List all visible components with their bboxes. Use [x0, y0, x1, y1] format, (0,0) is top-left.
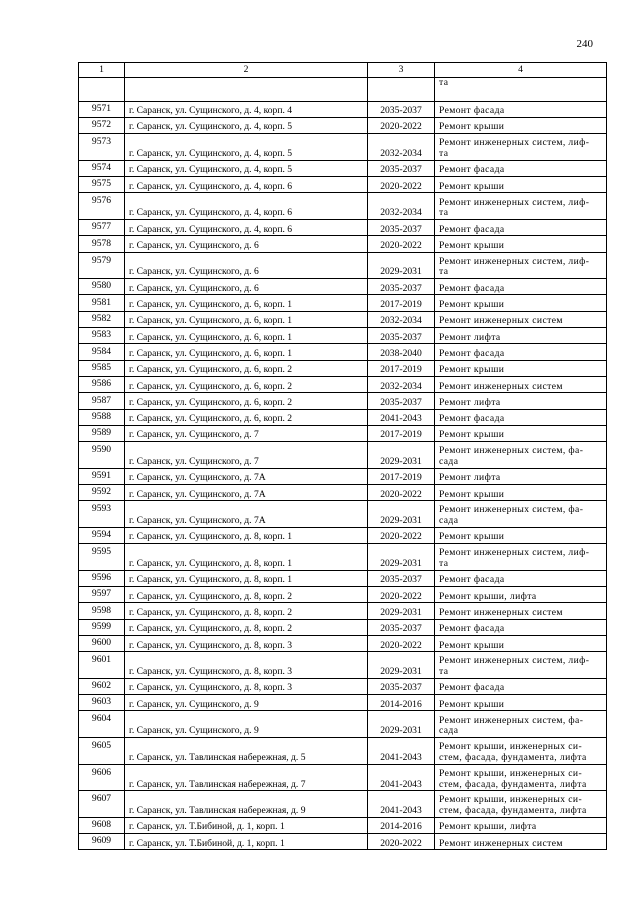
table-row [79, 117, 607, 133]
address-cell: г. Саранск, ул. Сущинского, д. 7 [125, 442, 368, 469]
period-cell: 2041-2043 [368, 738, 435, 765]
work-cell: Ремонт инженерных систем, фа- сада [435, 711, 607, 738]
no-cell: 9571 [79, 101, 125, 117]
address-cell: г. Саранск, ул. Сущинского, д. 6 [125, 236, 368, 252]
no-cell: 9600 [79, 635, 125, 651]
address-cell: г. Саранск, ул. Сущинского, д. 4, корп. 6 [125, 193, 368, 220]
period-cell: 2029-2031 [368, 252, 435, 279]
work-cell: Ремонт фасада [435, 160, 607, 176]
work-cell: Ремонт фасада [435, 678, 607, 694]
no-cell [79, 78, 125, 102]
period-cell: 2029-2031 [368, 442, 435, 469]
table-row [79, 619, 607, 635]
no-cell: 9578 [79, 236, 125, 252]
period-cell: 2035-2037 [368, 393, 435, 409]
no-cell: 9577 [79, 219, 125, 235]
address-cell: г. Саранск, ул. Сущинского, д. 8, корп. 2 [125, 619, 368, 635]
column-number-header-row [79, 63, 607, 78]
no-cell: 9591 [79, 468, 125, 484]
period-cell: 2035-2037 [368, 570, 435, 586]
work-cell: Ремонт фасада [435, 619, 607, 635]
address-cell: г. Саранск, ул. Сущинского, д. 4, корп. 6 [125, 177, 368, 193]
no-cell: 9597 [79, 587, 125, 603]
no-cell: 9606 [79, 764, 125, 791]
address-cell: г. Саранск, ул. Сущинского, д. 9 [125, 711, 368, 738]
work-cell: Ремонт крыши [435, 236, 607, 252]
no-cell: 9587 [79, 393, 125, 409]
table-row [79, 360, 607, 376]
table-row [79, 468, 607, 484]
no-cell: 9594 [79, 527, 125, 543]
table-row [79, 376, 607, 392]
address-cell: г. Саранск, ул. Сущинского, д. 8, корп. 1 [125, 570, 368, 586]
period-cell: 2029-2031 [368, 501, 435, 528]
address-cell: г. Саранск, ул. Сущинского, д. 8, корп. 3 [125, 635, 368, 651]
address-cell: г. Саранск, ул. Сущинского, д. 6 [125, 279, 368, 295]
address-cell: г. Саранск, ул. Тавлинская набережная, д. 7 [125, 764, 368, 791]
column-header: 4 [435, 63, 607, 78]
work-cell: Ремонт лифта [435, 328, 607, 344]
table-row [79, 279, 607, 295]
no-cell: 9607 [79, 791, 125, 818]
period-cell: 2020-2022 [368, 177, 435, 193]
period-cell: 2035-2037 [368, 101, 435, 117]
no-cell: 9609 [79, 834, 125, 850]
table-row [79, 652, 607, 679]
table-row [79, 791, 607, 818]
work-cell: Ремонт крыши [435, 695, 607, 711]
address-cell: г. Саранск, ул. Сущинского, д. 4, корп. 6 [125, 219, 368, 235]
table-row [79, 501, 607, 528]
no-cell: 9608 [79, 817, 125, 833]
table-row [79, 635, 607, 651]
no-cell: 9572 [79, 117, 125, 133]
no-cell: 9595 [79, 544, 125, 571]
table-row [79, 442, 607, 469]
work-cell: Ремонт фасада [435, 101, 607, 117]
address-cell: г. Саранск, ул. Т.Бибиной, д. 1, корп. 1 [125, 817, 368, 833]
continuation-row [79, 78, 607, 102]
period-cell: 2029-2031 [368, 544, 435, 571]
address-cell: г. Саранск, ул. Сущинского, д. 6 [125, 252, 368, 279]
table-row [79, 393, 607, 409]
period-cell: 2029-2031 [368, 652, 435, 679]
work-cell: Ремонт крыши, инженерных си- стем, фасада, фундамента, лифта [435, 764, 607, 791]
no-cell: 9593 [79, 501, 125, 528]
no-cell: 9598 [79, 603, 125, 619]
address-cell: г. Саранск, ул. Сущинского, д. 6, корп. 2 [125, 393, 368, 409]
work-cell: Ремонт фасада [435, 219, 607, 235]
work-cell: Ремонт крыши, лифта [435, 587, 607, 603]
period-cell: 2032-2034 [368, 376, 435, 392]
table-row [79, 764, 607, 791]
no-cell: 9588 [79, 409, 125, 425]
no-cell: 9592 [79, 485, 125, 501]
address-cell: г. Саранск, ул. Тавлинская набережная, д. 5 [125, 738, 368, 765]
work-cell: Ремонт крыши [435, 425, 607, 441]
period-cell: 2020-2022 [368, 117, 435, 133]
table-row [79, 544, 607, 571]
no-cell: 9599 [79, 619, 125, 635]
address-cell: г. Саранск, ул. Сущинского, д. 6, корп. 2 [125, 376, 368, 392]
table-row [79, 817, 607, 833]
period-cell: 2014-2016 [368, 695, 435, 711]
address-cell [125, 78, 368, 102]
address-cell: г. Саранск, ул. Сущинского, д. 8, корп. 1 [125, 544, 368, 571]
address-cell: г. Саранск, ул. Сущинского, д. 8, корп. 1 [125, 527, 368, 543]
work-cell: Ремонт инженерных систем [435, 603, 607, 619]
period-cell: 2041-2043 [368, 764, 435, 791]
table-row [79, 695, 607, 711]
no-cell: 9586 [79, 376, 125, 392]
column-header: 2 [125, 63, 368, 78]
address-cell: г. Саранск, ул. Сущинского, д. 4, корп. 5 [125, 160, 368, 176]
period-cell: 2032-2034 [368, 311, 435, 327]
work-cell: Ремонт лифта [435, 468, 607, 484]
work-cell: Ремонт инженерных систем [435, 834, 607, 850]
address-cell: г. Саранск, ул. Сущинского, д. 8, корп. 3 [125, 678, 368, 694]
table-row [79, 570, 607, 586]
address-cell: г. Саранск, ул. Сущинского, д. 7А [125, 468, 368, 484]
period-cell: 2035-2037 [368, 160, 435, 176]
address-cell: г. Саранск, ул. Сущинского, д. 6, корп. 2 [125, 360, 368, 376]
address-cell: г. Саранск, ул. Сущинского, д. 6, корп. 1 [125, 328, 368, 344]
address-cell: г. Саранск, ул. Т.Бибиной, д. 1, корп. 1 [125, 834, 368, 850]
address-cell: г. Саранск, ул. Сущинского, д. 6, корп. 1 [125, 344, 368, 360]
period-cell: 2029-2031 [368, 603, 435, 619]
repair-schedule-table [78, 62, 607, 850]
address-cell: г. Саранск, ул. Сущинского, д. 4, корп. 5 [125, 134, 368, 161]
no-cell: 9575 [79, 177, 125, 193]
no-cell: 9589 [79, 425, 125, 441]
address-cell: г. Саранск, ул. Сущинского, д. 9 [125, 695, 368, 711]
no-cell: 9603 [79, 695, 125, 711]
no-cell: 9605 [79, 738, 125, 765]
table-row [79, 311, 607, 327]
period-cell [368, 78, 435, 102]
table-row [79, 101, 607, 117]
table-row [79, 252, 607, 279]
column-header: 1 [79, 63, 125, 78]
page-number: 240 [576, 38, 593, 50]
address-cell: г. Саранск, ул. Сущинского, д. 7А [125, 485, 368, 501]
no-cell: 9582 [79, 311, 125, 327]
work-cell: Ремонт инженерных систем, фа- сада [435, 442, 607, 469]
no-cell: 9573 [79, 134, 125, 161]
work-cell: Ремонт крыши [435, 117, 607, 133]
period-cell: 2020-2022 [368, 587, 435, 603]
work-cell: Ремонт инженерных систем, лиф- та [435, 652, 607, 679]
period-cell: 2017-2019 [368, 468, 435, 484]
table-row [79, 134, 607, 161]
work-cell: Ремонт крыши [435, 360, 607, 376]
table-row [79, 834, 607, 850]
table-row [79, 193, 607, 220]
table-row [79, 328, 607, 344]
work-cell: Ремонт крыши [435, 635, 607, 651]
table-row [79, 738, 607, 765]
period-cell: 2020-2022 [368, 236, 435, 252]
period-cell: 2035-2037 [368, 279, 435, 295]
no-cell: 9604 [79, 711, 125, 738]
table-row [79, 160, 607, 176]
period-cell: 2035-2037 [368, 328, 435, 344]
table-row [79, 587, 607, 603]
period-cell: 2017-2019 [368, 425, 435, 441]
work-cell: Ремонт лифта [435, 393, 607, 409]
period-cell: 2017-2019 [368, 295, 435, 311]
address-cell: г. Саранск, ул. Сущинского, д. 6, корп. 1 [125, 311, 368, 327]
table-row [79, 711, 607, 738]
no-cell: 9576 [79, 193, 125, 220]
no-cell: 9602 [79, 678, 125, 694]
work-cell: Ремонт инженерных систем [435, 376, 607, 392]
work-cell: Ремонт крыши [435, 177, 607, 193]
period-cell: 2017-2019 [368, 360, 435, 376]
table-row [79, 409, 607, 425]
address-cell: г. Саранск, ул. Сущинского, д. 8, корп. 3 [125, 652, 368, 679]
no-cell: 9584 [79, 344, 125, 360]
no-cell: 9574 [79, 160, 125, 176]
no-cell: 9596 [79, 570, 125, 586]
period-cell: 2020-2022 [368, 527, 435, 543]
address-cell: г. Саранск, ул. Тавлинская набережная, д. 9 [125, 791, 368, 818]
period-cell: 2035-2037 [368, 619, 435, 635]
period-cell: 2035-2037 [368, 219, 435, 235]
address-cell: г. Саранск, ул. Сущинского, д. 7 [125, 425, 368, 441]
period-cell: 2041-2043 [368, 791, 435, 818]
address-cell: г. Саранск, ул. Сущинского, д. 8, корп. 2 [125, 603, 368, 619]
table-row [79, 177, 607, 193]
address-cell: г. Саранск, ул. Сущинского, д. 6, корп. 1 [125, 295, 368, 311]
period-cell: 2029-2031 [368, 711, 435, 738]
period-cell: 2020-2022 [368, 485, 435, 501]
work-cell: Ремонт инженерных систем [435, 311, 607, 327]
work-cell: Ремонт фасада [435, 409, 607, 425]
no-cell: 9583 [79, 328, 125, 344]
table-row [79, 344, 607, 360]
table-row [79, 236, 607, 252]
table-row [79, 485, 607, 501]
no-cell: 9601 [79, 652, 125, 679]
no-cell: 9585 [79, 360, 125, 376]
table-row [79, 295, 607, 311]
period-cell: 2032-2034 [368, 193, 435, 220]
period-cell: 2041-2043 [368, 409, 435, 425]
no-cell: 9579 [79, 252, 125, 279]
table-row [79, 527, 607, 543]
no-cell: 9581 [79, 295, 125, 311]
work-cell: Ремонт инженерных систем, фа- сада [435, 501, 607, 528]
period-cell: 2020-2022 [368, 635, 435, 651]
table-row [79, 678, 607, 694]
period-cell: 2032-2034 [368, 134, 435, 161]
address-cell: г. Саранск, ул. Сущинского, д. 4, корп. 5 [125, 117, 368, 133]
period-cell: 2035-2037 [368, 678, 435, 694]
work-cell: Ремонт инженерных систем, лиф- та [435, 252, 607, 279]
column-header: 3 [368, 63, 435, 78]
work-cell: Ремонт фасада [435, 279, 607, 295]
table-row [79, 425, 607, 441]
work-cell: Ремонт крыши [435, 527, 607, 543]
address-cell: г. Саранск, ул. Сущинского, д. 6, корп. 2 [125, 409, 368, 425]
no-cell: 9580 [79, 279, 125, 295]
address-cell: г. Саранск, ул. Сущинского, д. 8, корп. 2 [125, 587, 368, 603]
work-cell: Ремонт крыши [435, 485, 607, 501]
work-cell: Ремонт фасада [435, 570, 607, 586]
work-cell: та [435, 78, 607, 102]
period-cell: 2038-2040 [368, 344, 435, 360]
work-cell: Ремонт крыши, инженерных си- стем, фасада, фундамента, лифта [435, 738, 607, 765]
address-cell: г. Саранск, ул. Сущинского, д. 7А [125, 501, 368, 528]
table-row [79, 219, 607, 235]
period-cell: 2020-2022 [368, 834, 435, 850]
work-cell: Ремонт крыши, лифта [435, 817, 607, 833]
period-cell: 2014-2016 [368, 817, 435, 833]
table-row [79, 603, 607, 619]
work-cell: Ремонт инженерных систем, лиф- та [435, 544, 607, 571]
work-cell: Ремонт инженерных систем, лиф- та [435, 134, 607, 161]
work-cell: Ремонт фасада [435, 344, 607, 360]
work-cell: Ремонт инженерных систем, лиф- та [435, 193, 607, 220]
work-cell: Ремонт крыши, инженерных си- стем, фасада, фундамента, лифта [435, 791, 607, 818]
work-cell: Ремонт крыши [435, 295, 607, 311]
no-cell: 9590 [79, 442, 125, 469]
address-cell: г. Саранск, ул. Сущинского, д. 4, корп. 4 [125, 101, 368, 117]
